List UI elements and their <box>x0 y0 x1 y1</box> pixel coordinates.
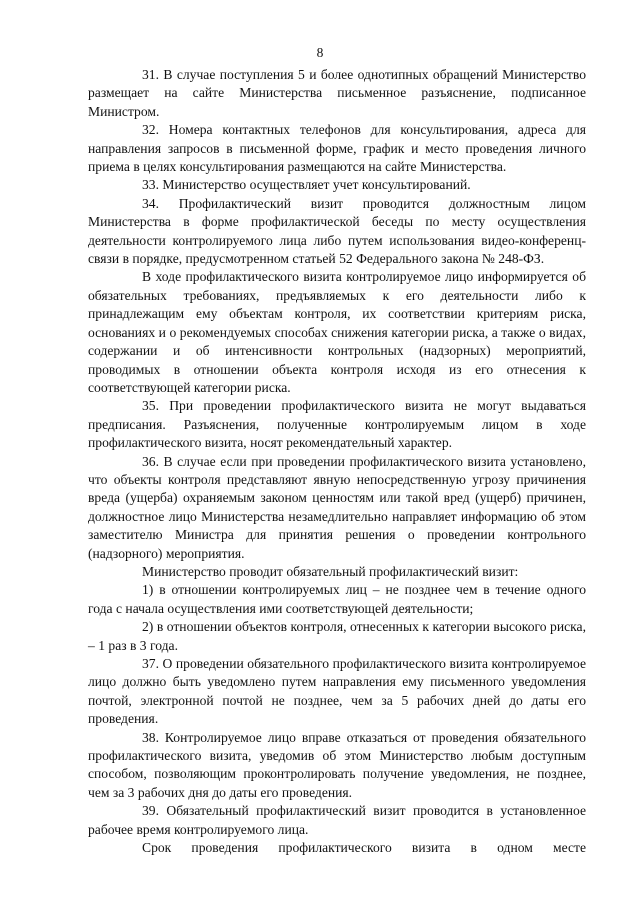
list-item-1: 1) в отношении контролируемых лиц – не позднее чем в течение одного года с начала осуществления ими соответствующей деятельности; <box>88 582 586 616</box>
paragraph-36: 36. В случае если при проведении профилактического визита установлено, что объекты контроля представляют явную непосредственную угрозу причинения вреда (ущерба) охраняемым законом ценностям или такой вред (ущерб) причинен, должностное лицо Министерства незамедлительно направляет информацию об этом заместителю Министра для принятия решения о проведении контрольного (надзорного) мероприятия. <box>88 453 586 561</box>
paragraph-33: 33. Министерство осуществляет учет консультирований. <box>142 177 471 193</box>
document-body <box>88 66 586 857</box>
page-number: 8 <box>316 45 324 60</box>
paragraph-34-continuation: В ходе профилактического визита контролируемое лицо информируется об обязательных требованиях, предъявляемых к его деятельности либо к принадлежащим ему объектам контроля, их соответствии критериям риска, основаниях и о рекомендуемых способах снижения категории риска, а также о видах, содержании и об интенсивности контрольных (надзорных) мероприятий, проводимых в отношении объекта контроля исходя из его отнесения к соответствующей категории риска. <box>88 269 586 395</box>
paragraph-38: 38. Контролируемое лицо вправе отказаться от проведения обязательного профилактического визита, уведомив об этом Министерство любым доступным способом, позволяющим проконтролировать получение уведомления, не позднее, чем за 3 рабочих дня до даты его проведения. <box>88 729 586 800</box>
paragraph-32: 32. Номера контактных телефонов для консультирования, адреса для направления запросов в письменной форме, график и место проведения личного приема в целях консультирования размещаются на сайте Министерства. <box>88 122 586 175</box>
paragraph-31: 31. В случае поступления 5 и более однотипных обращений Министерство размещает на сайте Министерства письменное разъяснение, подписанное Министром. <box>88 67 586 119</box>
paragraph-35: 35. При проведении профилактического визита не могут выдаваться предписания. Разъяснения, полученные контролируемым лицом в ходе профилактического визита, носят рекомендательный характер. <box>88 398 586 451</box>
paragraph-37: 37. О проведении обязательного профилактического визита контролируемое лицо должно быть уведомлено путем направления ему письменного уведомления почтой, электронной почтой не позднее, чем за 5 рабочих дней до даты его проведения. <box>88 656 586 727</box>
paragraph-mandatory-visit-intro: Министерство проводит обязательный профилактический визит: <box>142 563 519 579</box>
paragraph-term-continued: Срок проведения профилактического визита в одном месте <box>142 840 586 856</box>
list-item-2: 2) в отношении объектов контроля, отнесенных к категории высокого риска, – 1 раз в 3 года. <box>88 619 586 653</box>
paragraph-34: 34. Профилактический визит проводится должностным лицом Министерства в форме профилактической беседы по месту осуществления деятельности контролируемого лица либо путем использования видео-конференц-связи в порядке, предусмотренном статьей 52 Федерального закона № 248-ФЗ. <box>88 195 586 267</box>
paragraph-39: 39. Обязательный профилактический визит проводится в установленное рабочее время контролируемого лица. <box>88 803 586 837</box>
